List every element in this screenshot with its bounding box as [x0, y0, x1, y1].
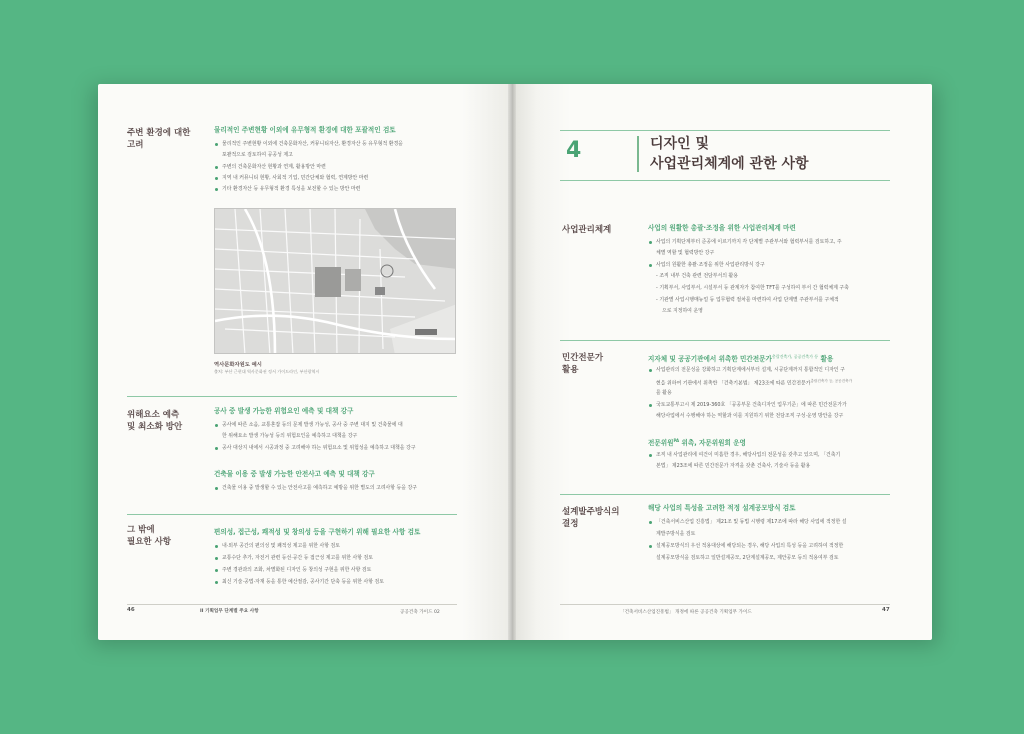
section-heading: 사업의 원활한 총괄·조정을 위한 사업관리체계 마련 — [648, 224, 796, 232]
footer-section: II 기획업무 단계별 주요 사항 — [200, 609, 259, 614]
bullet-item: 물리적인 주변현황 이외에 건축문화자산, 커뮤니티자산, 환경자산 등 유무형적 환경을 — [222, 141, 403, 147]
bullet-item: 사업의 기획단계부터 준공에 이르기까지 각 단계별 주관부서와 협력부서를 검토하고, 주 — [656, 239, 842, 245]
title-line: 주변 환경에 대한 — [127, 128, 191, 138]
section-heading — [648, 352, 833, 364]
title-line: 활용 — [562, 365, 579, 375]
chapter-bar — [637, 136, 639, 172]
section-title-risk — [127, 409, 182, 433]
section-subheading — [648, 436, 746, 448]
section-divider — [127, 514, 457, 515]
title-line: 고려 — [127, 140, 144, 150]
bullet-item-continuation: 본법」 제23조에 따른 민간전문가 자격을 갖춘 건축사, 기술사 등을 활용 — [656, 463, 811, 469]
chapter-number: 4 — [566, 138, 582, 163]
bullet-item-continuation: 계발주방식을 검토 — [656, 531, 696, 537]
bullet-text: 현을 위하여 기관에서 위촉한 「건축기본법」 제23조에 따른 민간전문가 — [656, 380, 811, 387]
section-subheading: 건축물 이용 중 발생 가능한 안전사고 예측 및 대책 강구 — [214, 470, 375, 478]
chapter-rule-top — [560, 130, 890, 131]
bullet-item: 최신 기술·공법·자재 등을 통한 예산절감, 공사기간 단축 등을 위한 사항 검토 — [222, 579, 384, 585]
title-line: 결정 — [562, 519, 579, 529]
bullet-item: 건축물 이용 중 발생할 수 있는 안전사고를 예측하고 예방을 위한 별도의 고려사항 등을 강구 — [222, 485, 418, 491]
chapter-title-line: 디자인 및 — [650, 136, 709, 152]
chapter-title-line: 사업관리체계에 관한 사항 — [650, 156, 809, 172]
heading-text: 지자체 및 공공기관에서 위촉한 민간전문가 — [648, 355, 772, 364]
bullet-item-continuation: 포괄적으로 검토하여 공공성 제고 — [222, 152, 293, 158]
bullet-item: 지역 내 커뮤니티 현황, 사회적 기업, 민간단체와 협력, 연계방안 마련 — [222, 175, 369, 181]
sub-item: - 기획부서, 사업부서, 시설부서 등 관계자가 참여한 TFT를 구성하여 부서 간 협력체계 구축 — [656, 285, 849, 291]
section-title-experts — [562, 352, 603, 376]
title-line: 필요한 사항 — [127, 537, 172, 547]
bullet-item: 조직 내 사업관리에 여건이 미흡한 경우, 해당사업의 전문성을 갖추고 있으며, 「건축기 — [656, 452, 841, 458]
bullet-item: 설계공모방식의 우선 적용대상에 해당되는 경우, 해당 사업의 특성 등을 고려하여 적정한 — [656, 543, 844, 549]
title-line: 그 밖에 — [127, 525, 155, 535]
section-heading: 공사 중 발생 가능한 위험요인 예측 및 대책 강구 — [214, 407, 354, 415]
section-divider — [127, 396, 457, 397]
bullet-item-continuation: 한 위해요소 발생 가능성 등의 위험요인을 예측하고 대책을 강구 — [222, 433, 358, 439]
title-line: 민간전문가 — [562, 353, 604, 363]
historic-resource-map — [214, 208, 456, 354]
map-source: 출처: 부산 근현대 역사문화권 정서 가이드라인, 부산광역시 — [214, 369, 320, 374]
book-gutter — [508, 84, 516, 640]
bullet-item: 교통수단 추가, 자전거 관련 등선·공간 등 접근성 제고를 위한 사항 검토 — [222, 555, 373, 561]
title-line: 설계발주방식의 — [562, 507, 620, 517]
sub-item: - 조직 내부 건축 관련 전담부서의 활용 — [656, 273, 738, 279]
chapter-title — [650, 134, 809, 174]
footer-rule — [127, 604, 457, 605]
map-graphic — [215, 209, 456, 354]
heading-end: 활용 — [820, 355, 834, 364]
bullet-item-continuation: 설계공모방식을 검토하고 일반설계공모, 2단계설계공모, 제안공모 등의 적용여부 검토 — [656, 555, 839, 561]
section-title-management — [562, 224, 611, 236]
section-heading: 물리적인 주변현황 이외에 유무형적 환경에 대한 포괄적인 검토 — [214, 126, 396, 134]
title-line: 위해요소 예측 — [127, 410, 180, 420]
heading-end: 위촉, 자문위원회 운영 — [679, 439, 746, 448]
title-line: 및 최소화 방안 — [127, 422, 183, 432]
footer-guide: 공공건축 가이드 02 — [400, 610, 440, 615]
bullet-item-continuation: 해당사업에서 수행해야 하는 역할과 이를 지원하기 위한 전담조직 구성·운영 방안을 강구 — [656, 413, 844, 419]
section-title-other — [127, 524, 171, 548]
inline-note: 총괄건축가 등, 공공건축가 — [810, 379, 853, 383]
bullet-item: 사업의 원활한 총괄·조정을 위한 사업관리방식 강구 — [656, 262, 765, 268]
bullet-item: 내·외부 공간의 편의성 및 쾌적성 제고를 위한 사항 검토 — [222, 543, 340, 549]
sub-item: - 기관별 사업시행매뉴얼 등 업무협력 절차를 마련하여 사업 단계별 주관부서를 구체적 — [656, 297, 839, 303]
sub-item-continuation: 으로 지정하여 운영 — [662, 308, 703, 314]
bullet-item: 「건축서비스산업 진흥법」 제21조 및 동법 시행령 제17조에 따라 해당 사업에 적정한 설 — [656, 519, 847, 525]
bullet-item-continuation — [656, 377, 852, 388]
page-number: 46 — [127, 607, 135, 613]
bullet-item: 주변의 건축문화자산 현황과 연계, 활용방안 마련 — [222, 164, 326, 170]
section-heading: 해당 사업의 특성을 고려한 적정 설계공모방식 검토 — [648, 504, 796, 512]
bullet-item: 사업관리의 전문성을 강화하고 기획단계에서부터 설계, 시공단계까지 통합적인 디자인 구 — [656, 367, 845, 373]
section-divider — [560, 494, 890, 495]
heading-text: 전문위원 — [648, 439, 674, 448]
section-title-procurement — [562, 506, 619, 530]
bullet-item-continuation: 를 활용 — [656, 390, 672, 396]
section-divider — [560, 340, 890, 341]
bullet-item: 국토교통부고시 제 2019-360호 「공공부문 건축디자인 업무기준」에 따른 민간전문가가 — [656, 402, 847, 408]
map-caption: 역사문화자원도 예시 — [214, 362, 262, 368]
bullet-item: 공사에 따른 소음, 교통혼잡 등의 문제 발생 가능성, 공사 중 주변 대지 및 건축물에 대 — [222, 422, 403, 428]
title-line: 사업관리체계 — [562, 225, 612, 235]
footer-guide: 「건축서비스산업진흥법」 개정에 따른 공공건축 기획업무 가이드 — [620, 610, 752, 615]
bullet-item-continuation: 체별 역할 및 협력방안 강구 — [656, 250, 715, 256]
section-heading: 편의성, 접근성, 쾌적성 및 창의성 등을 구현하기 위해 필요한 사항 검토 — [214, 528, 421, 536]
footer-rule — [560, 604, 890, 605]
bullet-item: 주변 경관과의 조화, 차별화된 디자인 등 창의성 구현을 위한 사항 검토 — [222, 567, 372, 573]
chapter-rule-bottom — [560, 180, 890, 181]
page-number: 47 — [882, 607, 890, 613]
heading-note: 총괄건축가, 공공건축가 등 — [771, 354, 819, 359]
section-title-environment — [127, 127, 190, 151]
bullet-item: 기타 환경자산 등 유무형적 환경 특성을 보전할 수 있는 방안 마련 — [222, 186, 361, 192]
heading-sup: PA — [673, 438, 680, 443]
bullet-item: 공사 대상지 내에서 시공과정 중 고려해야 하는 위험요소 및 위험성을 예측하고 대책을 강구 — [222, 445, 416, 451]
